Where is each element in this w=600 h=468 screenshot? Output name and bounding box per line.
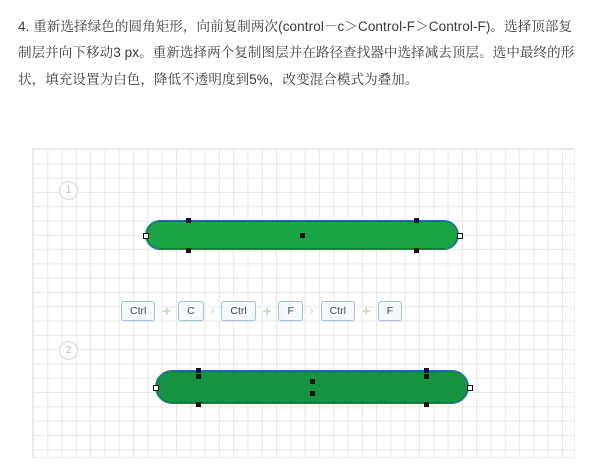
key-ctrl[interactable]: Ctrl [321,301,355,321]
anchor-point[interactable] [196,368,201,373]
anchor-point[interactable] [424,402,429,407]
key-f[interactable]: F [278,301,302,321]
shape-rounded-rectangle-1 [146,221,458,249]
anchor-point[interactable] [424,374,429,379]
plus-icon: + [262,302,272,320]
key-c[interactable]: C [178,301,204,321]
step-marker-1: 1 [59,181,78,200]
anchor-point[interactable] [414,248,419,253]
anchor-point[interactable] [186,248,191,253]
anchor-point[interactable] [143,233,149,239]
anchor-point[interactable] [196,374,201,379]
plus-icon: + [361,302,371,320]
center-point [300,233,305,238]
shortcut-sequence [121,301,402,321]
center-point [310,379,315,384]
anchor-point[interactable] [186,218,191,223]
anchor-point[interactable] [424,368,429,373]
key-ctrl[interactable]: Ctrl [121,301,155,321]
anchor-point[interactable] [153,385,159,391]
key-f[interactable]: F [378,301,402,321]
shape-rounded-rectangle-2 [156,371,468,403]
chevron-right-icon: › [309,304,314,317]
anchor-point[interactable] [414,218,419,223]
center-point [310,391,315,396]
step-marker-2: 2 [59,341,78,360]
key-ctrl[interactable]: Ctrl [221,301,255,321]
illustration-canvas [32,148,575,458]
anchor-point[interactable] [457,233,463,239]
anchor-point[interactable] [196,402,201,407]
chevron-right-icon: › [210,304,215,317]
anchor-point[interactable] [467,385,473,391]
tutorial-paragraph: 4. 重新选择绿色的圆角矩形，向前复制两次(control－c＞Control-F＞Control-F)。选择顶部复制层并向下移动3 px。重新选择两个复制图层并在路径查找器中选择减去顶层。选中最终的形状，填充设置为白色，降低不透明度到5%，改变混合模式为叠加。 [18,19,575,87]
rounded-rectangle-green-duplicated [156,371,468,403]
plus-icon: + [162,302,172,320]
